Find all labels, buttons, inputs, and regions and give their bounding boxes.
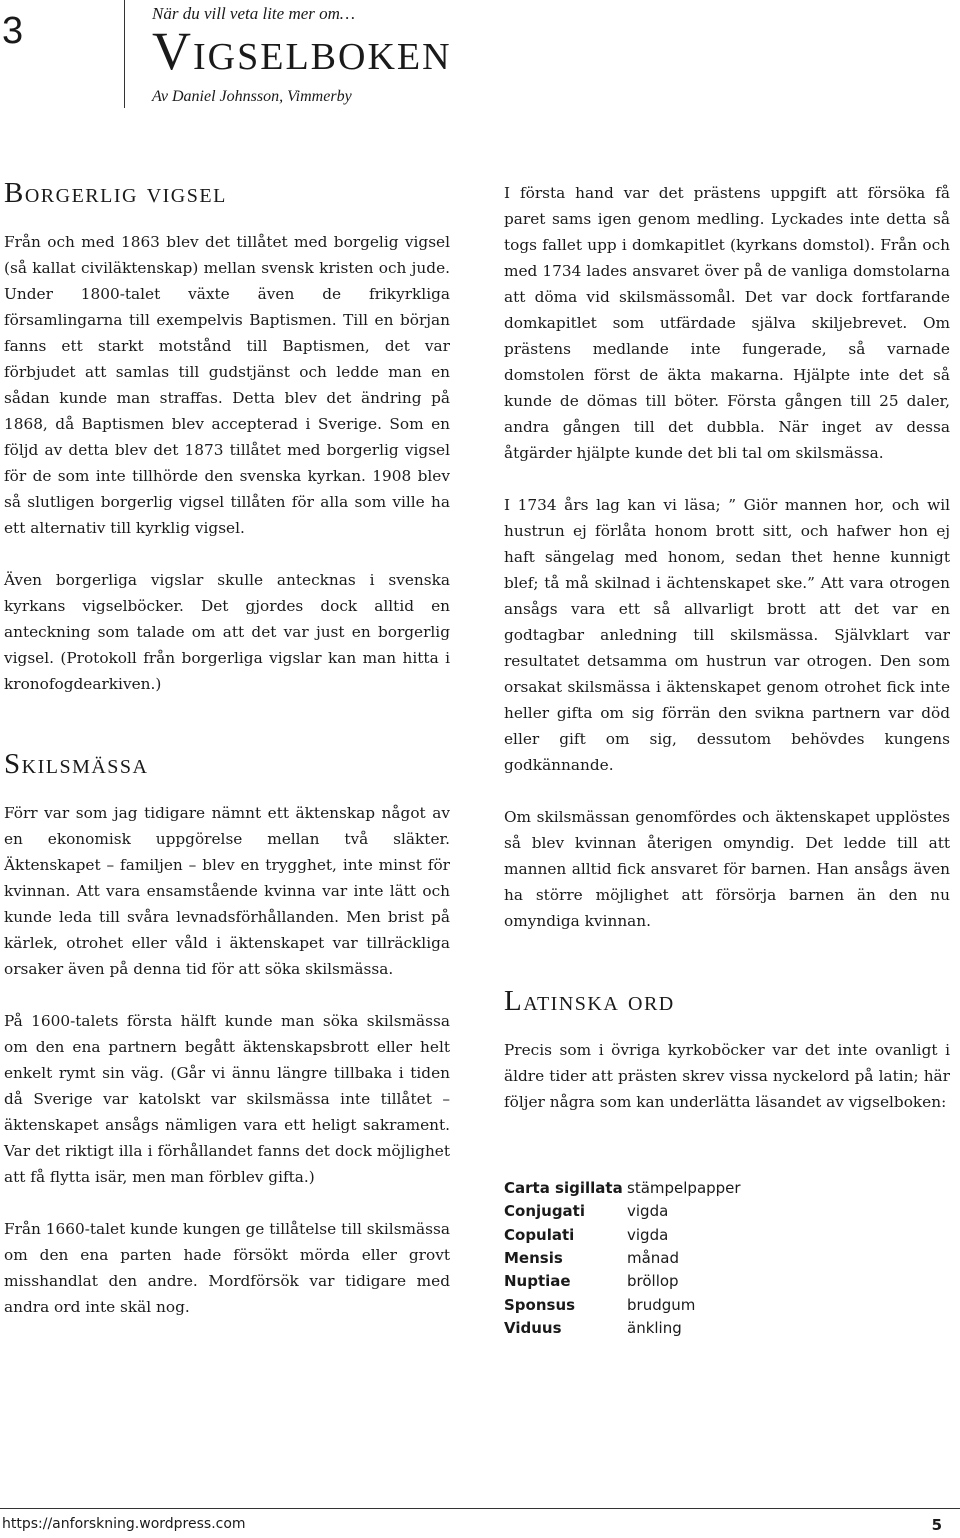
header-divider xyxy=(124,0,125,108)
footer-url[interactable]: https://anforskning.wordpress.com xyxy=(2,1516,246,1532)
table-row xyxy=(504,1270,741,1293)
footer-page-number: 5 xyxy=(931,1516,942,1534)
paragraph: Även borgerliga vigslar skulle antecknas i svenska kyrkans vigselböcker. Det gjordes dock alltid en anteckning som talade om att det var just en borgerlig vigsel. (Protokoll från borgerliga vigslar kan man hitta i kronofogdearkiven.) xyxy=(4,570,450,693)
page-title: Vigselboken xyxy=(152,21,452,81)
paragraph: Precis som i övriga kyrkoböcker var det inte ovanligt i äldre tider att prästen skrev vissa nyckelord på latin; här följer några som kan underlätta läsandet av vigselboken: xyxy=(504,1040,950,1111)
section-heading-latinska-ord: Latinska ord xyxy=(504,985,675,1017)
latin-term: Mensis xyxy=(504,1249,563,1268)
table-row xyxy=(504,1247,741,1270)
paragraph: Om skilsmässan genomfördes och äktenskapet upplöstes så blev kvinnan återigen omyndig. Det ledde till att mannen alltid fick ansvaret för barnen. Han ansågs även ha större möjlighet att försörja barnen än den nu omyndiga kvinnan. xyxy=(504,808,950,930)
byline: Av Daniel Johnsson, Vimmerby xyxy=(152,88,352,105)
table-row xyxy=(504,1294,741,1317)
latin-term: Sponsus xyxy=(504,1295,576,1314)
latin-term: Conjugati xyxy=(504,1202,585,1221)
supertitle: När du vill veta lite mer om… xyxy=(152,4,356,23)
left-column xyxy=(4,176,450,1320)
swedish-translation: bröllop xyxy=(627,1272,679,1291)
paragraph: Förr var som jag tidigare nämnt ett äktenskap något av en ekonomisk uppgörelse mellan två släkter. Äktenskapet – familjen – blev en trygghet, inte minst för kvinnan. Att vara ensamstående kvinna var inte lätt och kunde leda till svåra levnadsförhållanden. Men brist på kärlek, otrohet eller våld i äktenskapet var tillräckliga orsaker även på denna tid för att söka skilsmässa. xyxy=(4,803,450,978)
section-heading-borgerlig-vigsel: Borgerlig vigsel xyxy=(4,177,227,209)
latin-term: Nuptiae xyxy=(504,1272,571,1291)
swedish-translation: vigda xyxy=(627,1225,669,1244)
paragraph: Från och med 1863 blev det tillåtet med borgelig vigsel (så kallat civiläktenskap) mellan svensk kristen och jude. Under 1800-talet växte även de frikyrkliga församlingarna till exempelvis Baptismen. Till en början fanns ett starkt motstånd till Baptismen, det var förbjudet att samlas till gudstjänst och ledde man en sådan kunde man straffas. Detta blev det ändring på 1868, då Baptismen blev accepterad i Sverige. Som en följd av detta blev det 1873 tillåtet med borgerlig vigsel för de som inte tillhörde den svenska kyrkan. 1908 blev så slutligen borgerlig vigsel tillåten för alla som ville ha ett alternativ till kyrklig vigsel. xyxy=(4,232,450,537)
paragraph: Från 1660-talet kunde kungen ge tillåtelse till skilsmässa om den ena parten hade försökt mörda eller grovt misshandlat den andre. Mordförsök var tidigare med andra ord inte skäl nog. xyxy=(4,1219,450,1316)
footer-divider xyxy=(0,1508,960,1509)
section-heading-skilsmassa: Skilsmässa xyxy=(4,747,149,780)
swedish-translation: brudgum xyxy=(627,1295,696,1314)
table-row xyxy=(504,1317,741,1340)
paragraph: I 1734 års lag kan vi läsa; ” Giör mannen hor, och wil hustrun ej förlåta honom brott sitt, och hafwer hon ej haft sängelag med honom, sedan thet henne kunnigt blef; tå må skilnad i ächtenskapet ske.” Att vara otrogen ansågs vara ett så allvarligt brott att det var en godtagbar anledning till skilsmässa. Självklart var resultatet detsamma om hustrun var otrogen. Den som orsakat skilsmässa i äktenskapet genom otrohet fick inte heller gifta om sig förrän den svikna partnern var död eller gift om sig, dessutom behövdes kungens godkännande. xyxy=(504,496,950,774)
swedish-translation: stämpelpapper xyxy=(627,1178,741,1197)
swedish-translation: vigda xyxy=(627,1202,669,1221)
swedish-translation: änkling xyxy=(627,1319,682,1338)
latin-term: Carta sigillata xyxy=(504,1178,623,1197)
chapter-number: 3 xyxy=(2,10,24,52)
paragraph: I första hand var det prästens uppgift att försöka få paret sams igen genom medling. Lyckades inte detta så togs fallet upp i domkapitlet (kyrkans domstol). Från och med 1734 lades ansvaret över på de vanliga domstolarna att döma vid skilsmässomål. Det var dock fortfarande domkapitlet som utfärdade själva skiljebrevet. Om prästens medlande inte fungerade, så varnade domstolen först de äkta makarna. Hjälpte inte det så kunde de dömas till böter. Första gången till 25 daler, andra gången till det dubbla. När inget av dessa åtgärder hjälpte kunde det bli tal om skilsmässa. xyxy=(504,184,950,462)
paragraph: På 1600-talets första hälft kunde man söka skilsmässa om den ena partnern begått äktenskapsbrott eller helt enkelt rymt sin väg. (Går vi ännu längre tillbaka i tiden då Sverige var katolskt var skilsmässa inte tillåtet – äktenskapet ansågs nämligen vara ett heligt sakrament. Var det riktigt illa i förhållandet fanns det dock möjlighet att få flytta isär, men man förblev gifta.) xyxy=(4,1011,450,1186)
table-row xyxy=(504,1177,741,1200)
latin-term: Viduus xyxy=(504,1319,562,1338)
latin-term: Copulati xyxy=(504,1225,575,1244)
table-row xyxy=(504,1200,741,1223)
swedish-translation: månad xyxy=(627,1249,680,1268)
table-row xyxy=(504,1224,741,1247)
latin-vocabulary-table xyxy=(504,1177,741,1341)
right-column xyxy=(504,180,950,1341)
